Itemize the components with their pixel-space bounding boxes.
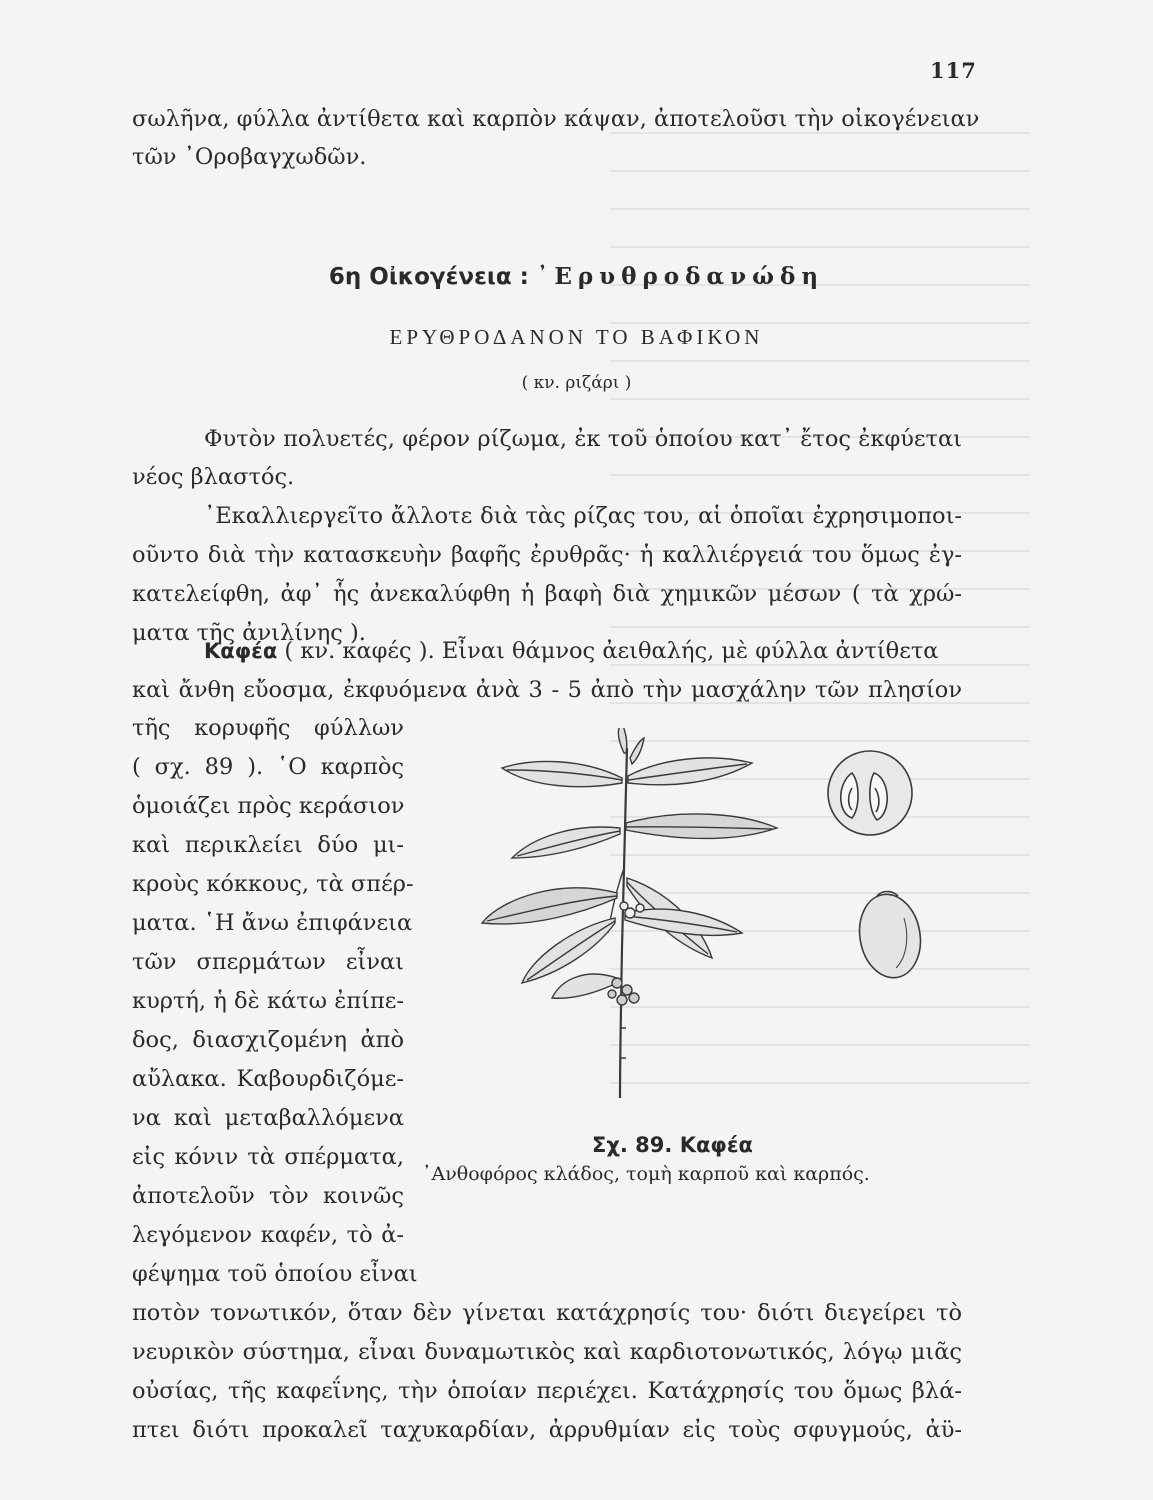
coffee-branch-illustration (482, 728, 777, 1098)
figure-description: ᾿Ανθοφόρος κλάδος, τομὴ καρποῦ καὶ καρπός. (422, 1163, 870, 1185)
coffee-narrow-line-11: να καὶ μεταβαλλόμενα (132, 1105, 404, 1131)
coffee-narrow-line-5: κροὺς κόκκους, τὰ σπέρ- (132, 871, 414, 897)
para1-line-1: Φυτὸν πολυετές, φέρον ρίζωμα, ἐκ τοῦ ὁποίου κατ᾿ ἔτος ἐκφύεται (204, 426, 962, 452)
coffee-narrow-line-9: δος, διασχιζομένη ἀπὸ (132, 1027, 404, 1053)
para2-line-4: ματα τῆς ἀνιλίνης ). (132, 620, 366, 646)
coffee-tail-line-3: οὐσίας, τῆς καφεΐνης, τὴν ὁποίαν περιέχει. Κατάχρησίς του ὅμως βλά- (132, 1378, 962, 1404)
coffee-tail-line-2: νευρικὸν σύστημα, εἶναι δυναμωτικὸς καὶ καρδιοτονωτικός, λόγῳ μιᾶς (132, 1339, 962, 1365)
para2-line-2: οῦντο διὰ τὴν κατασκευὴν βαφῆς ἐρυθρᾶς· ἡ καλλιέργειά του ὅμως ἐγ- (132, 542, 962, 568)
coffee-narrow-line-14: λεγόμενον καφέν, τὸ ἀ- (132, 1222, 404, 1248)
coffee-narrow-line-3: ὁμοιάζει πρὸς κεράσιον (132, 793, 405, 819)
coffee-heading: Καφέα (204, 639, 278, 663)
coffee-narrow-line-4: καὶ περικλείει δύο μι- (132, 832, 404, 858)
coffee-line-1 (204, 640, 962, 663)
coffee-tail-line-4: πτει διότι προκαλεῖ ταχυκαρδίαν, ἀρρυθμίαν εἰς τοὺς σφυγμούς, ἀϋ- (132, 1417, 962, 1443)
para2-line-3: κατελείφθη, ἀφ᾿ ἧς ἀνεκαλύφθη ἡ βαφὴ διὰ χημικῶν μέσων ( τὰ χρώ- (132, 581, 962, 607)
coffee-tail-line-1: ποτὸν τονωτικόν, ὅταν δὲν γίνεται κατάχρησίς του· διότι διεγείρει τὸ (132, 1300, 962, 1326)
coffee-narrow-line-7: τῶν σπερμάτων εἶναι (132, 949, 404, 975)
plant-common-name: ( κν. ριζάρι ) (521, 373, 632, 393)
family-number-label: 6η Οἰκογένεια : (328, 264, 537, 290)
family-heading (0, 263, 1153, 290)
coffee-narrow-line-8: κυρτή, ἡ δὲ κάτω ἐπίπε- (132, 988, 404, 1014)
coffee-line-1-text: ( κν. καφές ). Εἶναι θάμνος ἀειθαλής, μὲ φύλλα ἀντίθετα (277, 638, 939, 664)
intro-line-1: σωλῆνα, φύλλα ἀντίθετα καὶ καρπὸν κάψαν, ἀποτελοῦσι τὴν οἰκογένειαν (132, 106, 980, 132)
figure-caption: Σχ. 89. Καφέα (592, 1133, 753, 1157)
para1-line-2: νέος βλαστός. (132, 464, 295, 490)
page-number: 117 (930, 58, 977, 83)
plant-title: ΕΡΥΘΡΟΔΑΝΟΝ ΤΟ ΒΑΦΙΚΟΝ (389, 325, 764, 349)
para2-line-1: ᾿Εκαλλιεργεῖτο ἄλλοτε διὰ τὰς ρίζας του, αἱ ὁποῖαι ἐχρησιμοποι- (204, 503, 962, 529)
coffee-narrow-line-13: ἀποτελοῦν τὸν κοινῶς (132, 1183, 404, 1209)
fruit-illustration (853, 889, 927, 982)
coffee-narrow-line-6: ματα. ῾Η ἄνω ἐπιφάνεια (132, 910, 413, 936)
coffee-narrow-line-2: ( σχ. 89 ). ῾Ο καρπὸς (132, 754, 404, 780)
intro-line-2: τῶν ᾿Οροβαγχωδῶν. (132, 144, 367, 170)
coffee-narrow-line-10: αὔλακα. Καβουρδιζόμε- (132, 1066, 404, 1092)
family-name: ᾿Ερυθροδανώδη (536, 263, 825, 290)
coffee-narrow-line-15: φέψημα τοῦ ὁποίου εἶναι (132, 1261, 418, 1287)
coffee-narrow-line-1: τῆς κορυφῆς φύλλων (132, 715, 404, 741)
coffee-figure (412, 728, 952, 1128)
coffee-narrow-line-12: εἰς κόνιν τὰ σπέρματα, (132, 1144, 404, 1170)
coffee-line-2: καὶ ἄνθη εὔοσμα, ἐκφυόμενα ἀνὰ 3 - 5 ἀπὸ τὴν μασχάλην τῶν πλησίον (132, 677, 962, 703)
fruit-section-illustration (828, 751, 912, 835)
